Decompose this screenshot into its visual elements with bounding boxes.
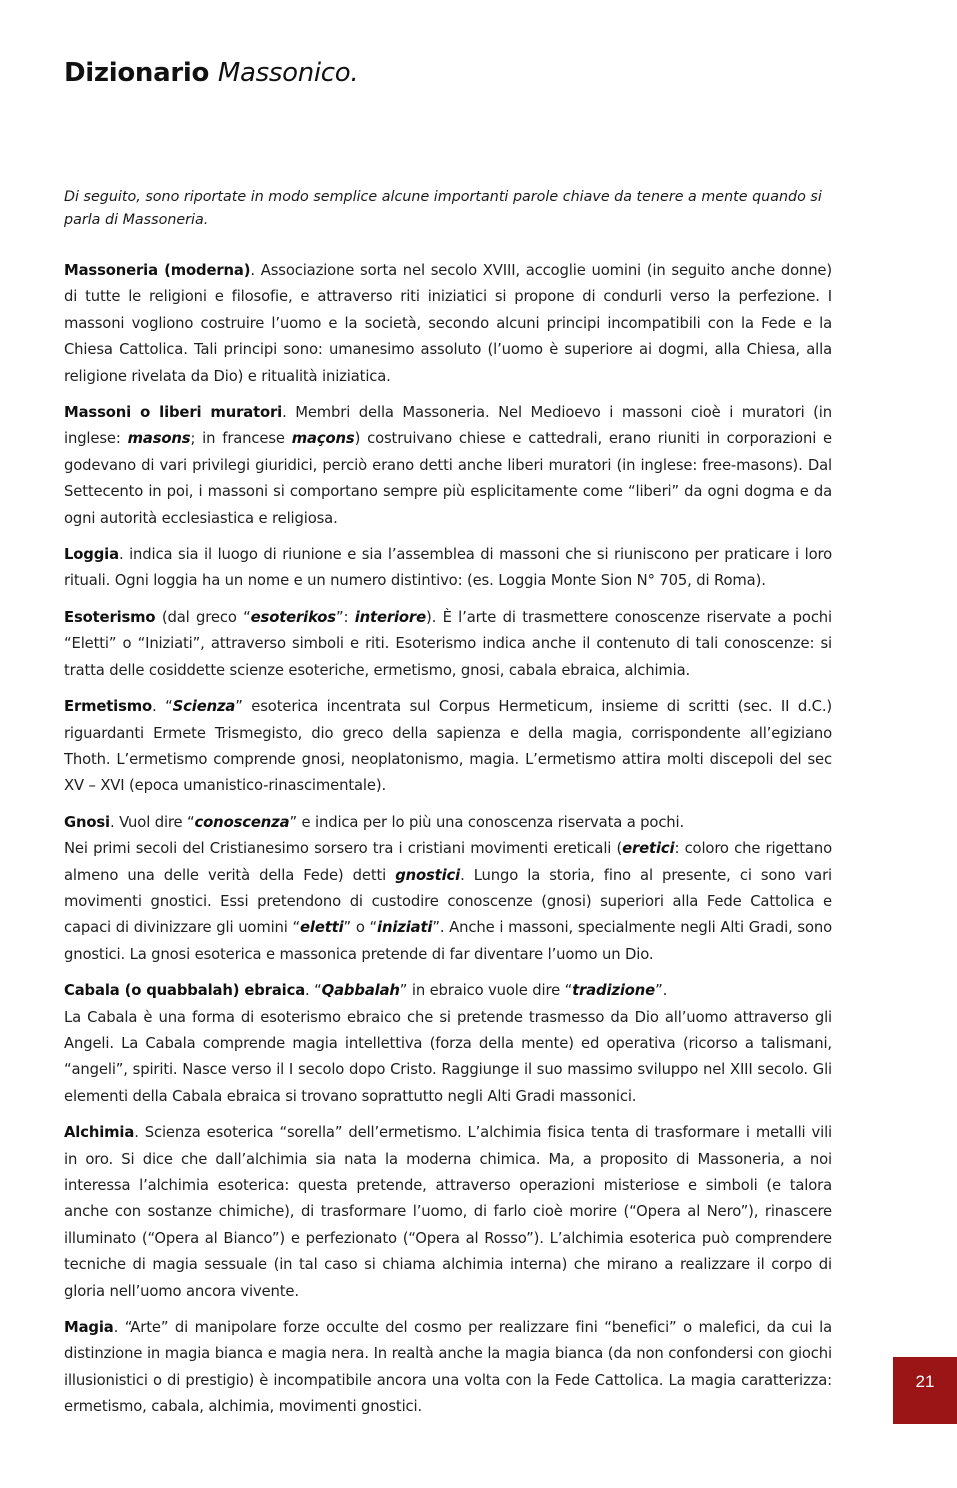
entry-text: : coloro che rigettano almeno una delle verità della Fede) detti xyxy=(64,840,832,884)
entry-text: . “Arte” di manipolare forze occulte del cosmo per realizzare fini “benefici” o malefici, da cui la distinzione in magia bianca e magia nera. In realtà anche la magia bianca (da non confondersi con giochi illusionistici o di prestigio) è incompatibile ancora una volta con la Fede Cattolica. La magia caratterizza: ermetismo, cabala, alchimia, movimenti gnostici. xyxy=(64,1319,832,1416)
page-title xyxy=(64,58,358,88)
entry-emphasis: maçons xyxy=(291,430,355,448)
entry-text: ”: xyxy=(335,608,355,626)
page-number-tab xyxy=(893,1357,957,1424)
entry-emphasis: eretici xyxy=(622,840,675,858)
entry-term: Magia xyxy=(64,1319,114,1337)
entry-term: Esoterismo xyxy=(64,608,156,626)
entry-alchimia xyxy=(64,1120,832,1305)
entry-term: Gnosi xyxy=(64,813,110,831)
entry-text: (dal greco “ xyxy=(155,608,251,626)
entry-emphasis: tradizione xyxy=(572,982,656,1000)
entry-massoni xyxy=(64,400,832,532)
entry-text: ” e indica per lo più una conoscenza riservata a pochi. xyxy=(289,813,685,831)
entry-text: ). È l’arte di trasmettere conoscenze riservate a pochi “Eletti” o “Iniziati”, attraverso simboli e riti. Esoterismo indica anche il contenuto di tali conoscenze: si tratta delle cosiddette scienze esoteriche, ermetismo, gnosi, cabala ebraica, alchimia. xyxy=(64,608,832,679)
entry-massoneria xyxy=(64,258,832,390)
entry-text: . Lungo la storia, fino al presente, ci sono vari movimenti gnostici. Essi pretendono di custodire conoscenze (gnosi) superiori alla Fede Cattolica e capaci di divinizzare gli uomini “ xyxy=(64,866,832,937)
entry-cabala xyxy=(64,978,832,1110)
intro-text: Di seguito, sono riportate in modo semplice alcune importanti parole chiave da tenere a mente quando si parla di Massoneria. xyxy=(64,189,822,228)
entry-text: La Cabala è una forma di esoterismo ebraico che si pretende trasmesso da Dio all’uomo attraverso gli Angeli. La Cabala comprende magia intellettiva (forza della mente) ed operativa (ricorso a talismani, “angeli”, spiriti. Nasce verso il I secolo dopo Cristo. Raggiunge il suo massimo sviluppo nel XIII secolo. Gli elementi della Cabala ebraica si trovano soprattutto negli Alti Gradi massonici. xyxy=(64,1008,832,1105)
entry-magia xyxy=(64,1315,832,1421)
entry-emphasis: eletti xyxy=(300,919,344,937)
entry-text: ” esoterica incentrata sul Corpus Hermeticum, insieme di scritti (sec. II d.C.) riguardanti Ermete Trismegisto, dio greco della sapienza e della magia, corrispondente all’egiziano Thoth. L’ermetismo comprende gnosi, neoplatonismo, magia. L’ermetismo attira molti discepoli del sec XV – XVI (epoca umanistico-rinascimentale). xyxy=(64,698,833,795)
entry-text: . Associazione sorta nel secolo XVIII, accoglie uomini (in seguito anche donne) di tutte le religioni e filosofie, e attraverso riti iniziatici si propone di condurli verso la perfezione. I massoni vogliono costruire l’uomo e la società, secondo alcuni principi incompatibili con la Fede e la Chiesa Cattolica. Tali principi sono: umanesimo assoluto (l’uomo è superiore ai dogmi, alla Chiesa, alla religione rivelata da Dio) e ritualità iniziatica. xyxy=(64,262,832,385)
entry-text: ” o “ xyxy=(343,919,378,937)
entry-emphasis: esoterikos xyxy=(250,608,336,626)
entry-emphasis: Qabbalah xyxy=(321,982,400,1000)
entry-text: . Membri della Massoneria. Nel Medioevo i massoni cioè i muratori (in inglese: xyxy=(64,404,832,448)
entry-text: . “ xyxy=(152,698,173,716)
entry-gnosi xyxy=(64,810,832,968)
entry-esoterismo xyxy=(64,605,832,684)
entry-text: ; in francese xyxy=(190,430,292,448)
entry-text: . Scienza esoterica “sorella” dell’ermetismo. L’alchimia fisica tenta di trasformare i metalli vili in oro. Si dice che dall’alchimia sia nata la moderna chimica. Ma, a proposito di Massoneria, a noi interessa l’alchimia esoterica: questa pretende, attraverso operazioni misteriose e simboli (e talora anche con sostanze chimiche), di trasformare l’uomo, di farlo cioè morire (“Opera al Nero”), rinascere illuminato (“Opera al Bianco”) e perfezionato (“Opera al Rosso”). L’alchimia esoterica può comprendere tecniche di magia sessuale (in tal caso si chiama alchimia interna) che mirano a realizzare il corpo di gloria nell’uomo ancora vivente. xyxy=(64,1124,832,1300)
entry-term: Ermetismo xyxy=(64,698,153,716)
entry-emphasis: gnostici xyxy=(395,866,461,884)
entry-text: . Vuol dire “ xyxy=(109,813,195,831)
entry-ermetismo xyxy=(64,694,832,800)
entry-term: Loggia xyxy=(64,546,119,564)
entry-term: Massoneria (moderna) xyxy=(64,262,251,279)
title-light: Massonico. xyxy=(217,58,359,88)
entry-text: ”. xyxy=(655,982,668,1000)
entry-text: ”. Anche i massoni, specialmente negli Alti Gradi, sono gnostici. La gnosi esoterica e massonica pretende di far diventare l’uomo un Dio. xyxy=(64,919,832,963)
entry-loggia xyxy=(64,542,832,595)
entry-emphasis: masons xyxy=(127,430,191,448)
entry-text: ) costruivano chiese e cattedrali, erano riuniti in corporazioni e godevano di vari privilegi giuridici, perciò erano detti anche liberi muratori (in inglese: free-masons). Dal Settecento in poi, i massoni si comportano sempre più esplicitamente come “liberi” da ogni dogma e da ogni autorità ecclesiastica e religiosa. xyxy=(64,430,833,527)
entry-emphasis: interiore xyxy=(354,608,426,626)
entry-emphasis: iniziati xyxy=(377,919,433,937)
entry-text: . “ xyxy=(305,982,322,1000)
entry-term: Cabala (o quabbalah) ebraica xyxy=(64,982,306,1000)
entry-text: . indica sia il luogo di riunione e sia l’assemblea di massoni che si riuniscono per praticare i loro rituali. Ogni loggia ha un nome e un numero distintivo: (es. Loggia Monte Sion N° 705, di Roma). xyxy=(64,546,832,590)
title-bold: Dizionario xyxy=(64,58,210,88)
entry-text: ” in ebraico vuole dire “ xyxy=(399,982,573,1000)
page-number: 21 xyxy=(915,1372,935,1391)
entry-emphasis: conoscenza xyxy=(194,813,290,831)
entry-emphasis: Scienza xyxy=(172,698,236,716)
entry-term: Alchimia xyxy=(64,1124,135,1142)
entry-term: Massoni o liberi muratori xyxy=(64,404,283,422)
entry-text: Nei primi secoli del Cristianesimo sorsero tra i cristiani movimenti ereticali ( xyxy=(64,840,623,858)
glossary-entries xyxy=(64,258,832,1431)
